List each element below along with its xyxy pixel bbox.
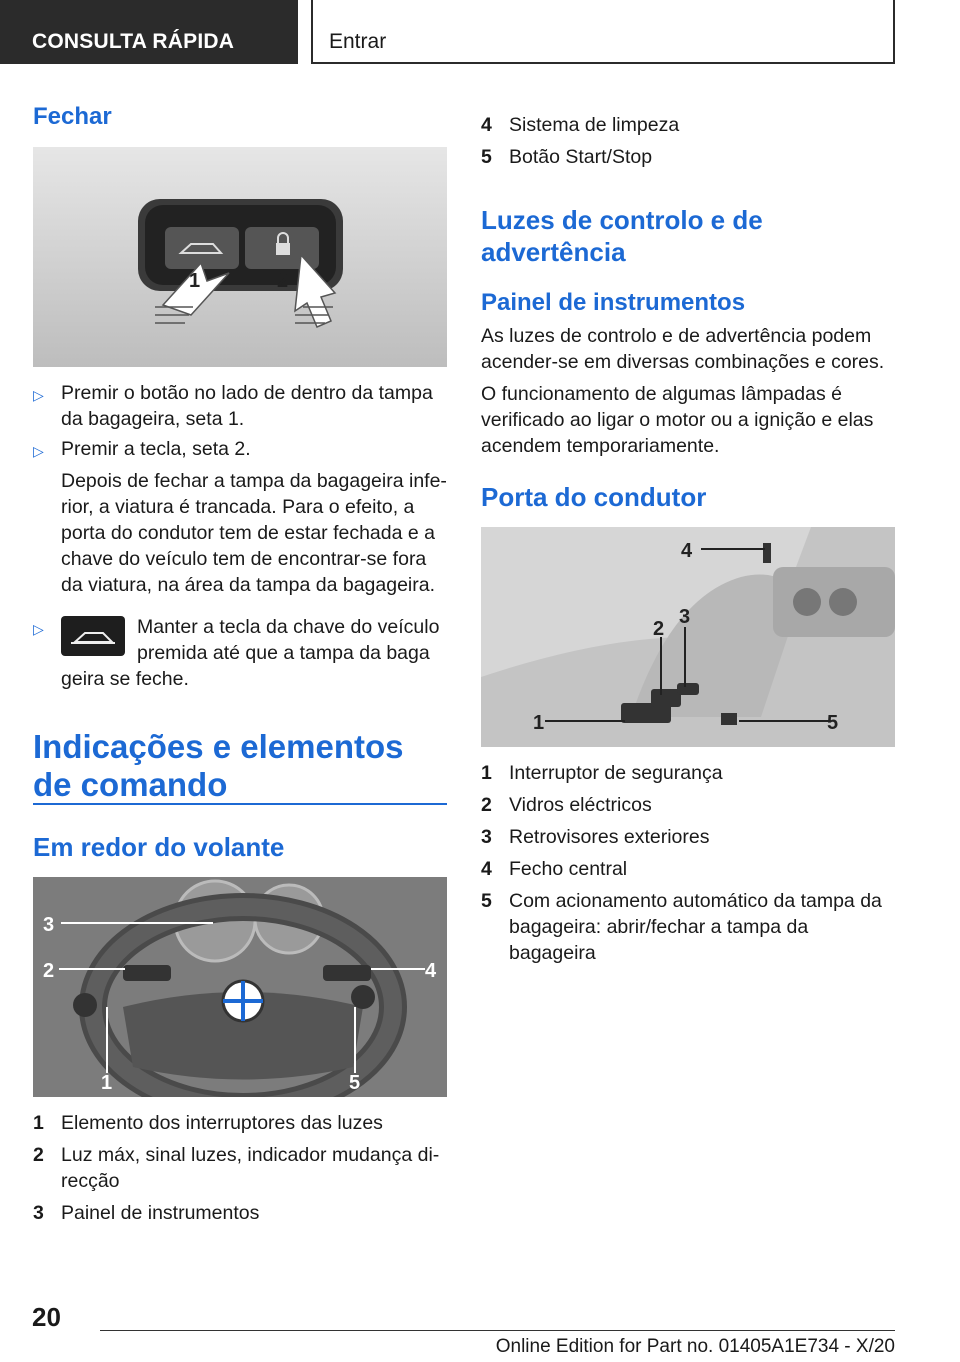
porta-item-1 [481, 760, 895, 786]
fig-volante-label-5: 5 [349, 1072, 361, 1094]
porta-heading: Porta do condutor [481, 482, 707, 512]
triangle-bullet-icon: ▷ [33, 387, 44, 403]
item-text: Fecho central [509, 858, 628, 880]
item-text: Painel de instrumentos [61, 1202, 260, 1224]
section-tab: CONSULTA RÁPIDA [0, 0, 298, 64]
item-number: 3 [481, 826, 492, 848]
main-section-heading: Indicações e elementos de comando [33, 728, 404, 803]
closing-paragraph: Depois de fechar a tampa da bagageira inferior, a viatura é trancada. Para o efeito, a porta do condutor tem de estar fechada e a chave do veículo tem de encontrar-se fora da viatura, na área da tampa da bagageira. [61, 470, 447, 596]
item-number: 1 [481, 762, 492, 784]
painel-heading: Painel de instrumentos [481, 289, 746, 316]
item-number: 2 [481, 794, 492, 816]
item-text: Elemento dos interruptores das luzes [61, 1112, 383, 1134]
volante-item-2 [33, 1142, 447, 1194]
fig-volante-label-4: 4 [425, 960, 437, 982]
triangle-bullet-icon: ▷ [33, 443, 44, 459]
fechar-heading: Fechar [33, 103, 112, 130]
footer-edition: Online Edition for Part no. 01405A1E734 - X/20 [495, 1336, 895, 1357]
luzes-heading: Luzes de controlo e de advertência [481, 205, 763, 267]
painel-paragraph-2: O funcionamento de algumas lâmpadas é verificado ao ligar o motor ou a ignição e elas acendem temporariamente. [481, 383, 874, 457]
item-text: Com acionamento automático da tampa da bagageira: abrir/fechar a tampa da bagageira [509, 890, 882, 964]
porta-item-2 [481, 792, 895, 818]
porta-item-3 [481, 824, 895, 850]
item-number: 4 [481, 858, 492, 880]
car-key-trunk-icon [61, 616, 125, 656]
item-number: 5 [481, 890, 492, 912]
item-number: 5 [481, 146, 492, 168]
steering-wheel-image [33, 877, 447, 1097]
item-text: Luz máx, sinal luzes, indicador mudança direcção [61, 1144, 440, 1192]
driver-door-image [481, 527, 895, 747]
triangle-bullet-icon: ▷ [33, 621, 44, 637]
fig-volante-label-2: 2 [43, 960, 55, 982]
painel-paragraph-1: As luzes de controlo e de advertência podem acender-se em diversas combinações e cores. [481, 325, 885, 373]
chapter-tab: Entrar [311, 0, 895, 64]
fig-porta-label-2: 2 [653, 618, 665, 640]
fig-volante-label-3: 3 [43, 914, 55, 936]
item-text: Botão Start/Stop [509, 146, 653, 168]
item-number: 3 [33, 1202, 44, 1224]
porta-item-4 [481, 856, 895, 882]
section-divider [33, 803, 447, 805]
bullet-text: Premir a tecla, seta 2. [61, 438, 251, 460]
bullet-item [33, 436, 447, 464]
volante-item-4 [481, 112, 895, 138]
item-number: 1 [33, 1112, 44, 1134]
key-bullet-text-cont: geira se feche. [61, 668, 189, 690]
volante-heading: Em redor do volante [33, 832, 285, 862]
footer-divider [100, 1330, 895, 1331]
fig-fechar-label-2: 2 [277, 270, 289, 292]
fig-volante-label-1: 1 [101, 1072, 113, 1094]
item-text: Vidros eléctricos [509, 794, 652, 816]
key-bullet [33, 614, 447, 692]
fig-porta-label-3: 3 [679, 606, 691, 628]
fig-porta-label-4: 4 [681, 540, 693, 562]
item-number: 2 [33, 1144, 44, 1166]
bullet-item [33, 380, 447, 432]
item-text: Retrovisores exteriores [509, 826, 710, 848]
item-text: Sistema de limpeza [509, 114, 680, 136]
page-number: 20 [32, 1302, 61, 1332]
trunk-buttons-image [33, 147, 447, 367]
item-number: 4 [481, 114, 492, 136]
bullet-text: Premir o botão no lado de dentro da tampa da bagageira, seta 1. [61, 382, 433, 430]
volante-item-3 [33, 1200, 447, 1226]
fig-porta-label-5: 5 [827, 712, 839, 734]
porta-item-5 [481, 888, 895, 966]
item-text: Interruptor de segurança [509, 762, 723, 784]
key-bullet-text: Manter a tecla da chave do veículo premida até que a tampa da baga [137, 616, 440, 664]
volante-item-5 [481, 144, 895, 170]
volante-item-1 [33, 1110, 447, 1136]
fig-fechar-label-1: 1 [189, 270, 201, 292]
fig-porta-label-1: 1 [533, 712, 545, 734]
